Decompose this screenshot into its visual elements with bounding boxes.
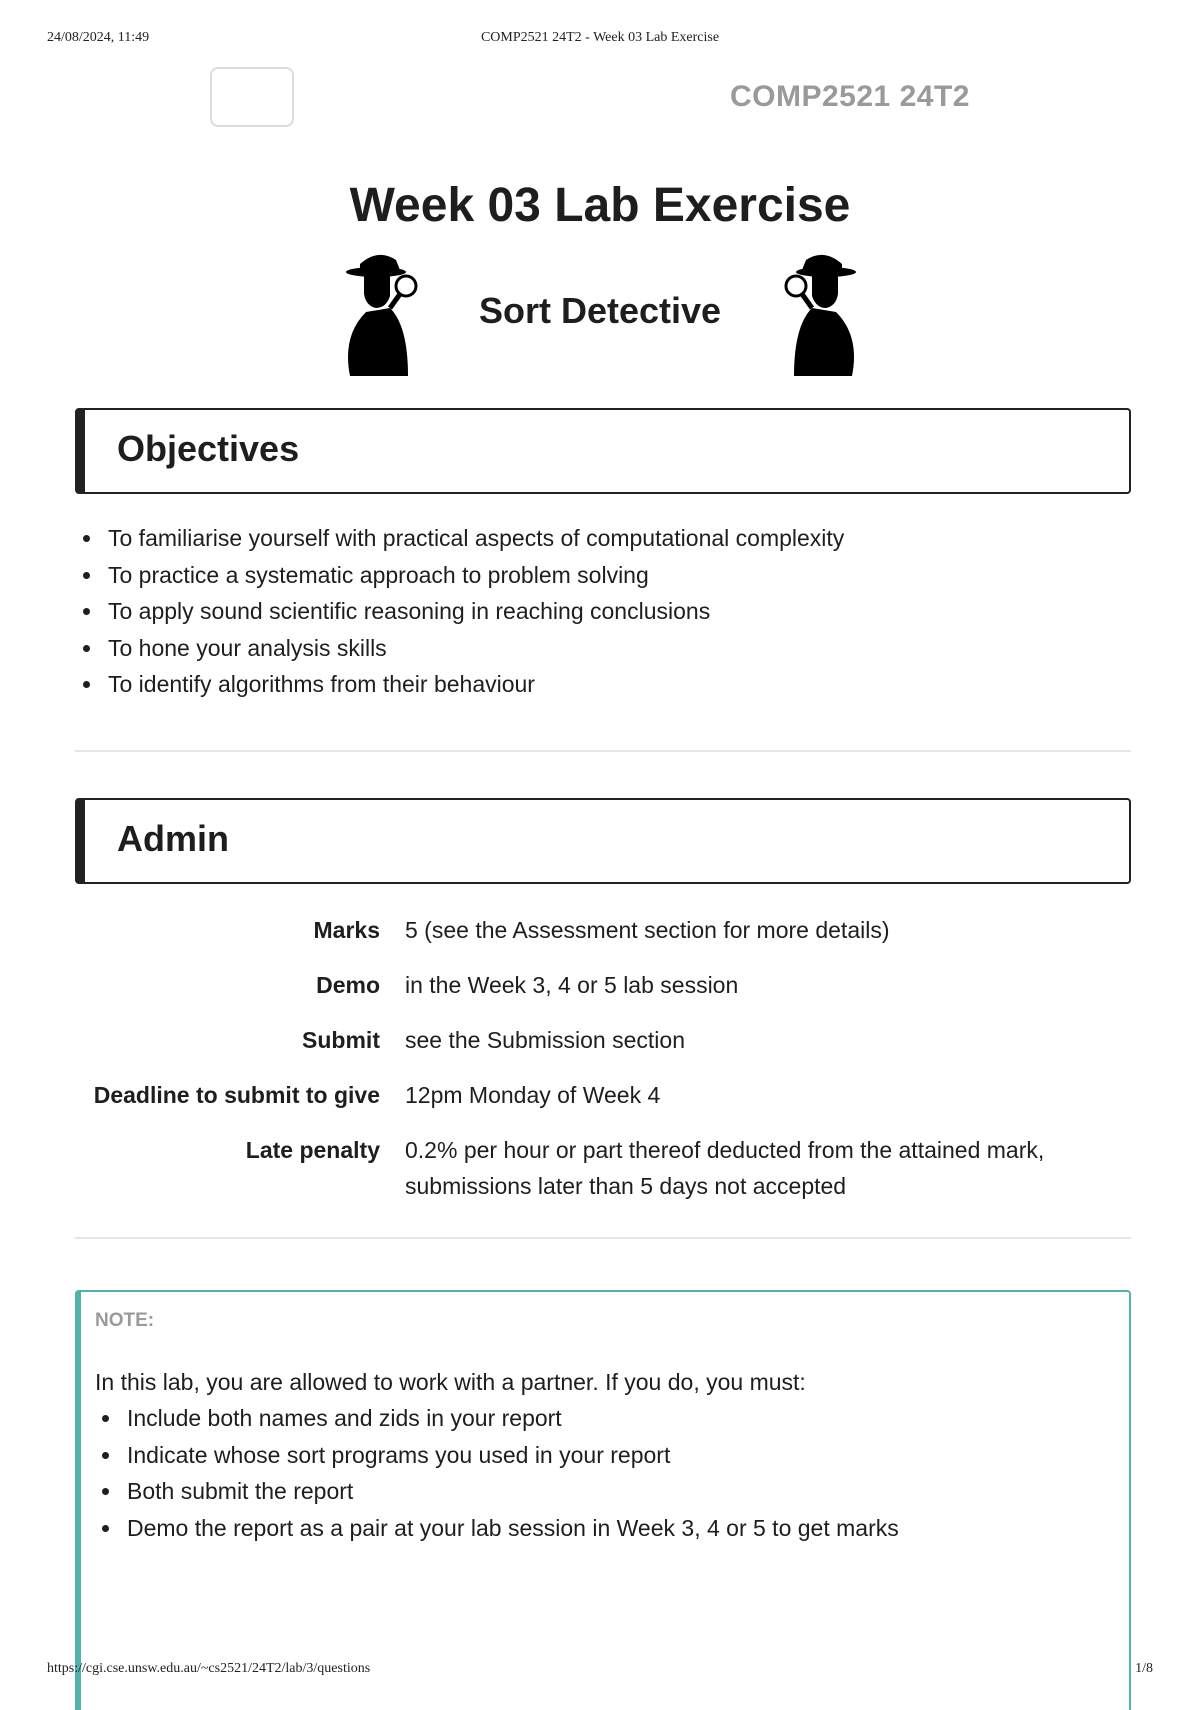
- admin-heading-box: [75, 798, 1131, 884]
- section-divider: [75, 750, 1131, 752]
- section-divider: [75, 1237, 1131, 1239]
- list-item: • Include both names and zids in your report: [123, 1400, 899, 1437]
- list-item: • To apply sound scientific reasoning in reaching conclusions: [104, 593, 844, 630]
- note-list: [95, 1400, 899, 1546]
- admin-key: Marks: [313, 917, 380, 943]
- admin-row: [75, 967, 1131, 1003]
- print-doc-title: COMP2521 24T2 - Week 03 Lab Exercise: [480, 30, 720, 45]
- page-title: Week 03 Lab Exercise: [349, 179, 851, 232]
- list-item: • Demo the report as a pair at your lab session in Week 3, 4 or 5 to get marks: [123, 1510, 899, 1547]
- admin-key: Demo: [316, 972, 380, 998]
- note-box: [75, 1290, 1131, 1710]
- print-url: https://cgi.cse.unsw.edu.au/~cs2521/24T2/lab/3/questions: [47, 1661, 371, 1676]
- print-datetime: 24/08/2024, 11:49: [47, 30, 150, 45]
- list-item: • To familiarise yourself with practical aspects of computational complexity: [104, 520, 844, 557]
- admin-value: 12pm Monday of Week 4: [405, 1082, 661, 1108]
- admin-key: Submit: [302, 1027, 380, 1053]
- admin-table: [75, 912, 1131, 1223]
- admin-value: in the Week 3, 4 or 5 lab session: [405, 972, 739, 998]
- list-item: • To practice a systematic approach to problem solving: [104, 557, 844, 594]
- list-item: • To hone your analysis skills: [104, 630, 844, 667]
- admin-key: Late penalty: [245, 1137, 380, 1163]
- admin-value: see the Submission section: [405, 1027, 685, 1053]
- list-item: • Both submit the report: [123, 1473, 899, 1510]
- note-intro: In this lab, you are allowed to work with a partner. If you do, you must:: [95, 1369, 806, 1395]
- print-footer: [47, 1661, 1153, 1681]
- list-item: • Indicate whose sort programs you used in your report: [123, 1437, 899, 1474]
- page-number: 1/8: [1135, 1661, 1153, 1676]
- list-item: • To identify algorithms from their behaviour: [104, 666, 844, 703]
- admin-value: 5 (see the Assessment section for more details): [405, 917, 890, 943]
- note-label: NOTE:: [95, 1310, 155, 1331]
- page-subtitle: Sort Detective: [478, 290, 722, 331]
- menu-button[interactable]: [210, 67, 294, 127]
- admin-row: [75, 1132, 1131, 1204]
- admin-row: [75, 1022, 1131, 1058]
- admin-row: [75, 1077, 1131, 1113]
- admin-heading: Admin: [117, 818, 229, 859]
- print-header: [47, 30, 1153, 50]
- objectives-heading-box: [75, 408, 1131, 494]
- admin-value: 0.2% per hour or part thereof deducted from the attained mark, submissions later than 5 days not accepted: [405, 1137, 1045, 1199]
- admin-key: Deadline to submit to give: [93, 1082, 380, 1108]
- admin-row: [75, 912, 1131, 948]
- objectives-list: [80, 520, 844, 703]
- course-code-link[interactable]: COMP2521 24T2: [730, 80, 970, 113]
- objectives-heading: Objectives: [117, 428, 300, 469]
